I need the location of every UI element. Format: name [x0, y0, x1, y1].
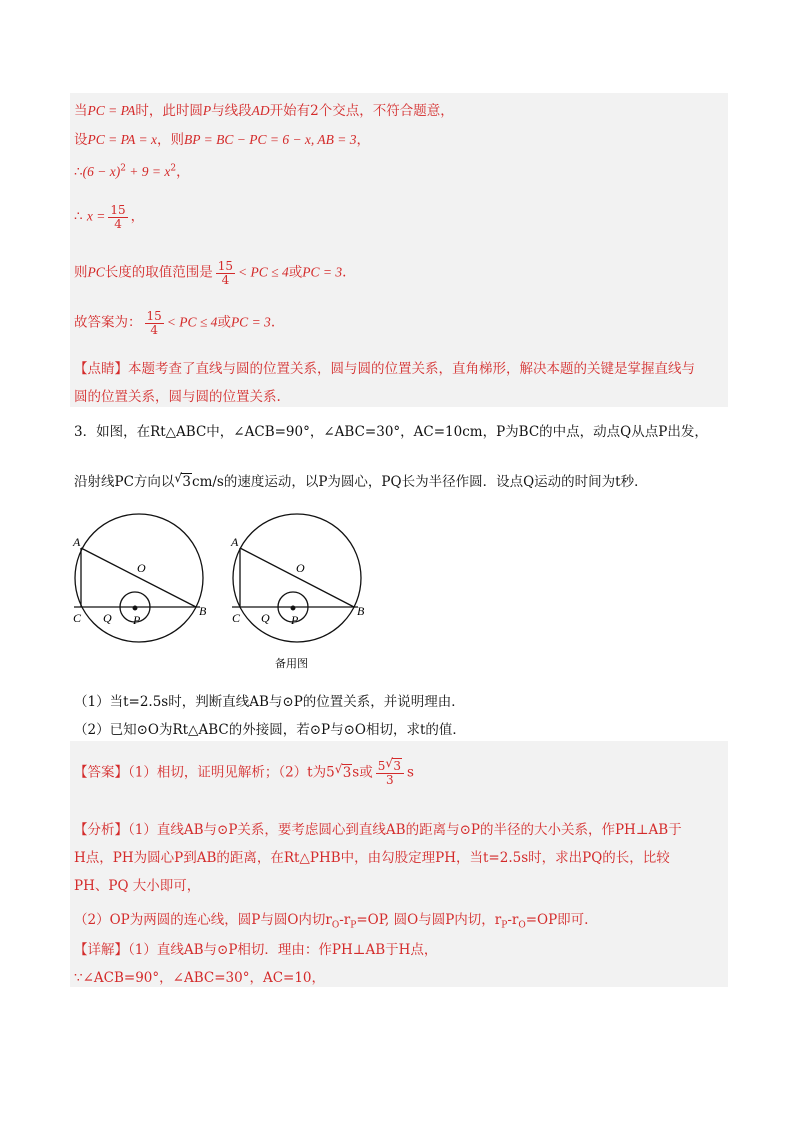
- fraction: $\frac{15}{4}$: [217, 259, 234, 287]
- label-b-1: B: [199, 604, 207, 618]
- analysis-line-2: H点，PH为圆心P到AB的距离，在Rt△PHB中，由勾股定理PH，当t=2.5s时，求出PQ的长，比较: [74, 850, 670, 866]
- label-a-1: A: [73, 535, 81, 549]
- solution-line-2: 设PC = PA = x，则BP = BC − PC = 6 − x, AB = 3，: [74, 132, 371, 148]
- radical-sign: √: [174, 471, 183, 485]
- sub-question-1: （1）当t=2.5s时，判断直线AB与⊙P的位置关系，并说明理由．: [74, 694, 465, 710]
- label-p-1: P: [133, 613, 141, 627]
- label-q-1: Q: [103, 611, 112, 625]
- detail-line-1: 【详解】（1）直线AB与⊙P相切．理由：作PH⊥AB于H点，: [74, 942, 438, 958]
- sqrt: √ 3: [334, 761, 352, 781]
- label-q-2: Q: [261, 611, 270, 625]
- label-o-2: O: [296, 561, 305, 575]
- question-line-2: 沿射线PC方向以 √ 3cm/s的速度运动，以P为圆心，PQ长为半径作圆．设点Q运动的时间为t秒．: [74, 471, 648, 490]
- solution-line-3: ∴(6 − $x)^2 + 9 = x^2$，: [74, 163, 190, 180]
- figure-caption: 备用图: [275, 657, 308, 670]
- point-p-2: [291, 606, 295, 610]
- label-c-1: C: [73, 611, 82, 625]
- detail-line-2: ∵∠ACB=90°，∠ABC=30°，AC=10，: [74, 970, 326, 986]
- sub-question-2: （2）已知⊙O为Rt△ABC的外接圆，若⊙P与⊙O相切，求t的值．: [74, 722, 466, 738]
- analysis-line-4: （2）OP为两圆的连心线，圆P与圆O内切$r_O-r_P=OP$, 圆O与圆P内切，$r_P-r_O=OP$即可.: [74, 912, 589, 931]
- segment-ab-1: [81, 548, 196, 607]
- solution-line-5: 则PC长度的取值范围是 $\frac{15}{4}$ < PC ≤ 4或PC = 3.: [74, 259, 347, 287]
- segment-ab-2: [240, 548, 354, 607]
- fraction: 5 √ 3 3: [376, 760, 404, 786]
- solution-line-1: 当PC = PA时，此时圆P与线段AD开始有2个交点，不符合题意，: [74, 103, 454, 119]
- geometry-figures: [0, 512, 800, 682]
- solution-line-4: ∴ x = $\frac{15}{4}$ ，: [74, 203, 145, 231]
- label-a-2: A: [231, 535, 239, 549]
- analysis-line-3: PH、PQ 大小即可，: [74, 878, 201, 894]
- question-line-1: 3．如图，在Rt△ABC中，∠ACB=90°，∠ABC=30°，AC=10cm，P为BC的中点，动点Q从点P出发，: [74, 424, 708, 440]
- label-o-1: O: [137, 561, 146, 575]
- fraction: $\frac{15}{4}$: [146, 309, 162, 337]
- radical-sign: √: [334, 761, 343, 776]
- label-b-2: B: [357, 604, 365, 618]
- comment-line-2: 圆的位置关系，圆与圆的位置关系.: [74, 389, 281, 405]
- comment-line-1: 【点睛】本题考查了直线与圆的位置关系，圆与圆的位置关系，直角梯形，解决本题的关键是掌握直线与: [74, 361, 695, 377]
- answer-line: 【答案】（1）相切，证明见解析；（2）t为5 √ 3s或 5 √ 3 3 s: [74, 756, 414, 787]
- point-p-1: [133, 606, 137, 610]
- label-p-2: P: [291, 613, 299, 627]
- fraction: $\frac{15}{4}$: [110, 203, 126, 231]
- sqrt: √ 3: [385, 756, 402, 773]
- sqrt: √ 3: [174, 471, 192, 490]
- solution-line-6: 故答案为： $\frac{15}{4}$ < PC ≤ 4或PC = 3.: [74, 309, 276, 337]
- label-c-2: C: [232, 611, 241, 625]
- radical-sign: √: [385, 756, 394, 770]
- analysis-line-1: 【分析】（1）直线AB与⊙P关系，要考虑圆心到直线AB的距离与⊙P的半径的大小关系，作PH⊥AB于: [74, 822, 682, 838]
